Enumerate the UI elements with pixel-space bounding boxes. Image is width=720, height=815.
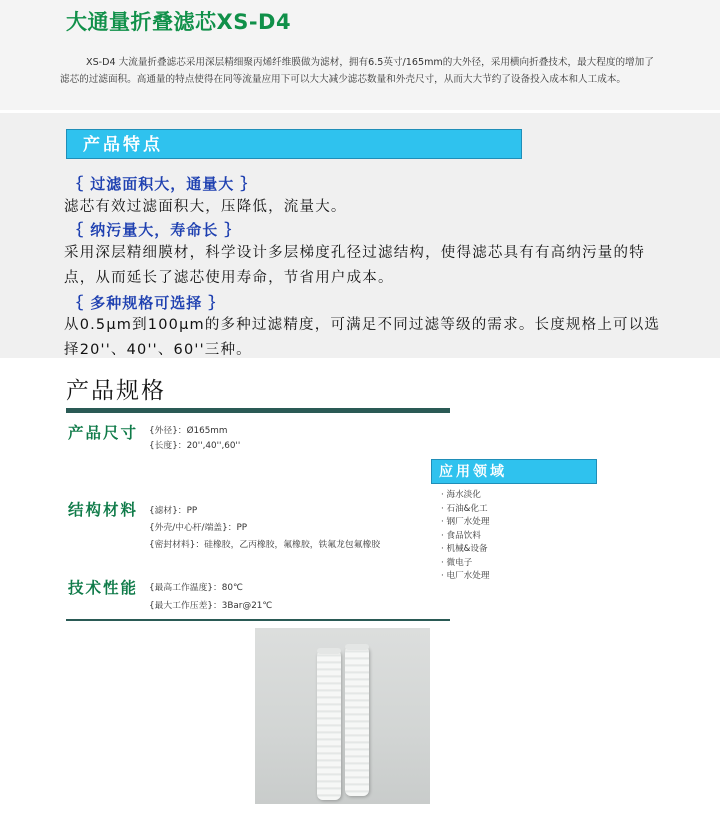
spec-line: {外壳/中心杆/端盖}：PP [149, 523, 248, 533]
spec-label-size: 产品尺寸 [68, 424, 139, 442]
product-photo [255, 628, 430, 804]
feature-body: 采用深层精细膜材，科学设计多层梯度孔径过滤结构，使得滤芯具有有高纳污量的特点，从而延长了滤芯使用寿命，节省用户成本。 [64, 245, 645, 286]
feature-body: 从0.5μm到100μm的多种过滤精度，可满足不同过滤等级的需求。长度规格上可以选择20''、40''、60''三种。 [64, 317, 661, 358]
feature-title: ｛ 过滤面积大，通量大 ｝ [68, 175, 257, 193]
spec-title: 产品规格 [66, 378, 166, 404]
spec-label-performance: 技术性能 [68, 579, 139, 597]
feature-title: ｛ 多种规格可选择 ｝ [68, 294, 225, 312]
spec-line: {密封材料}：硅橡胶，乙丙橡胶，氟橡胶，铁氟龙包氟橡胶 [149, 540, 381, 550]
feature-title: ｛ 纳污量大，寿命长 ｝ [68, 221, 241, 239]
list-item: · 微电子 [441, 557, 489, 571]
intro-paragraph: XS-D4 大流量折叠滤芯采用深层精细聚丙烯纤维膜做为滤材，拥有6.5英寸/165mm的大外径，采用横向折叠技术，最大程度的增加了滤芯的过滤面积。高通量的特点使得在同等流量应用下可以大大减少滤芯数量和外壳尺寸，从而大大节约了设备投入成本和人工成本。 [60, 57, 654, 85]
spec-line: {最高工作温度}：80℃ [149, 583, 243, 593]
spec-divider [66, 408, 450, 413]
list-item: · 海水淡化 [441, 489, 489, 503]
spec-line: {最大工作压差}：3Bar@21℃ [149, 601, 273, 611]
list-item: · 钢厂水处理 [441, 516, 489, 530]
spec-label-material: 结构材料 [68, 501, 139, 519]
filter-cartridge-image [317, 650, 341, 800]
applications-list [441, 489, 489, 584]
spec-line: {长度}：20'',40'',60'' [149, 441, 241, 451]
features-header: 产品特点 [66, 129, 522, 159]
spec-bottom-divider [66, 619, 450, 621]
applications-header: 应用领域 [431, 459, 597, 484]
list-item: · 电厂水处理 [441, 570, 489, 584]
spec-line: {滤材}：PP [149, 506, 198, 516]
page-title: 大通量折叠滤芯XS-D4 [66, 10, 292, 34]
feature-body: 滤芯有效过滤面积大，压降低，流量大。 [64, 199, 347, 215]
filter-cartridge-image [345, 646, 369, 796]
spec-line: {外径}：Ø165mm [149, 426, 228, 436]
list-item: · 石油&化工 [441, 503, 489, 517]
list-item: · 机械&设备 [441, 543, 489, 557]
list-item: · 食品饮料 [441, 530, 489, 544]
